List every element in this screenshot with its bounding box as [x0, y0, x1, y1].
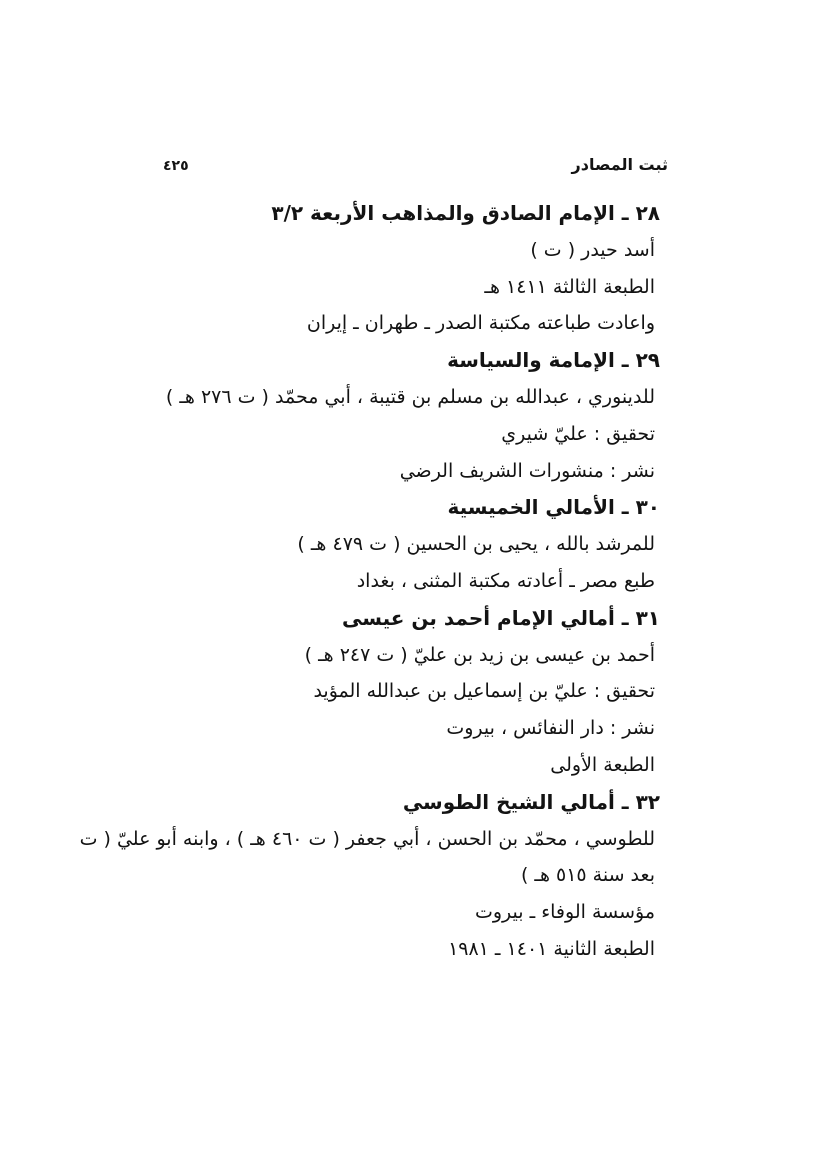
- entry-line: طبع مصر ـ أعادته مكتبة المثنى ، بغداد: [356, 569, 655, 592]
- bibliography-entry: [140, 489, 660, 599]
- entry-line: الطبعة الثانية ١٤٠١ ـ ١٩٨١: [448, 937, 655, 960]
- entry-title: ٣٠ ـ الأمالي الخميسية: [447, 495, 660, 520]
- entry-line: مؤسسة الوفاء ـ بيروت: [475, 901, 655, 924]
- bibliography-entry: [140, 600, 660, 784]
- entry-line: للطوسي ، محمّد بن الحسن ، أبي جعفر ( ت ٤٦٠ هـ ) ، وابنه أبو عليّ ( ت: [79, 827, 655, 850]
- bibliography-entry: [140, 342, 660, 489]
- entry-line: للمرشد بالله ، يحيى بن الحسين ( ت ٤٧٩ هـ ): [297, 533, 655, 556]
- running-header: [163, 152, 668, 178]
- entry-line: أحمد بن عيسى بن زيد بن عليّ ( ت ٢٤٧ هـ ): [304, 643, 655, 666]
- entry-line: بعد سنة ٥١٥ هـ ): [520, 864, 655, 887]
- bibliography-entry: [79, 784, 660, 968]
- entry-line: تحقيق : عليّ بن إسماعيل بن عبدالله المؤيد: [313, 680, 655, 703]
- entry-line: الطبعة الثالثة ١٤١١ هـ: [484, 275, 655, 298]
- entry-title: ٢٨ ـ الإمام الصادق والمذاهب الأربعة ٣/٢: [271, 201, 660, 225]
- page-number: ٤٢٥: [163, 158, 189, 174]
- entry-line: الطبعة الأولى: [550, 753, 655, 776]
- entry-line: تحقيق : عليّ شيري: [501, 422, 655, 445]
- entry-title: ٢٩ ـ الإمامة والسياسة: [447, 348, 660, 373]
- entry-title: ٣١ ـ أمالي الإمام أحمد بن عيسى: [342, 605, 660, 630]
- entry-line: للدينوري ، عبدالله بن مسلم بن قتيبة ، أبي محمّد ( ت ٢٧٦ هـ ): [165, 385, 655, 408]
- bibliography-entry: [140, 195, 660, 342]
- entry-line: نشر : منشورات الشريف الرضي: [399, 459, 655, 482]
- entry-line: أسد حيدر ( ت ): [530, 238, 655, 261]
- entry-line: نشر : دار النفائس ، بيروت: [446, 717, 655, 740]
- entry-line: واعادت طباعته مكتبة الصدر ـ طهران ـ إيران: [306, 312, 655, 335]
- bibliography-list: [79, 195, 660, 968]
- running-header-title: ثبت المصادر: [571, 155, 668, 174]
- entry-title: ٣٢ ـ أمالي الشيخ الطوسي: [402, 789, 660, 814]
